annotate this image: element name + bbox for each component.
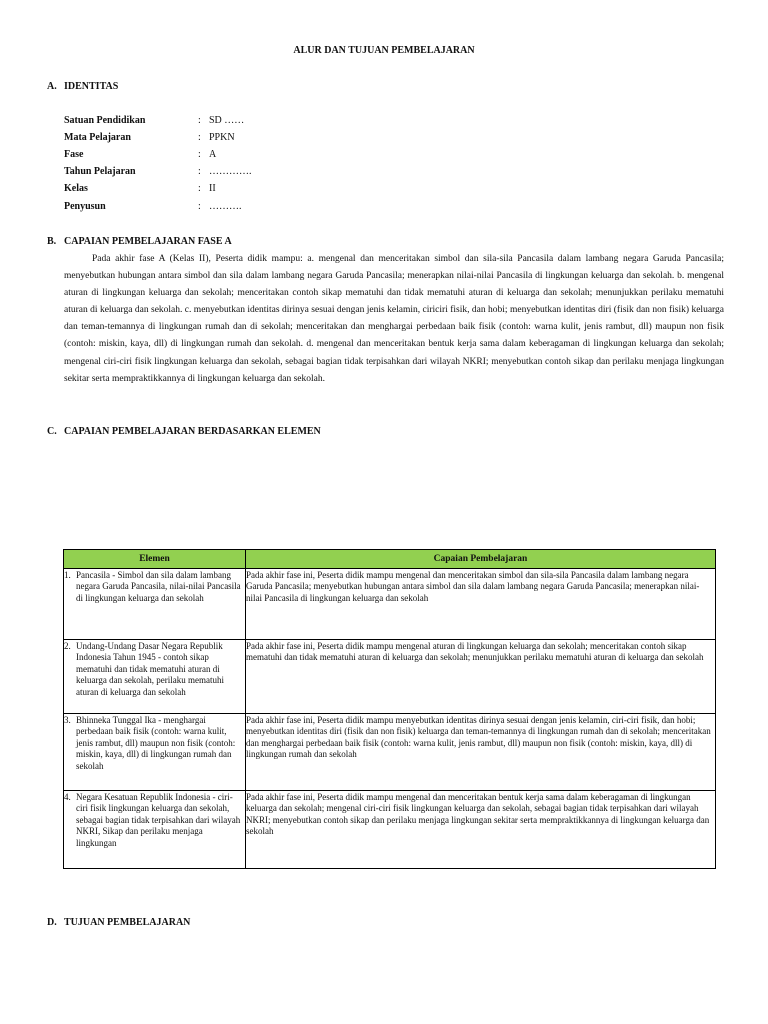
elemen-text: Negara Kesatuan Republik Indonesia - ciri-ciri fisik lingkungan keluarga dan sekolah, sebagai bagian tidak terpisahkan dari wilayah NKRI, Sikap dan perilaku menjaga lingkungan xyxy=(76,792,241,848)
identity-label: Penyusun xyxy=(64,201,106,212)
table-header-row xyxy=(64,550,716,569)
document-title: ALUR DAN TUJUAN PEMBELAJARAN xyxy=(293,45,475,56)
elemen-cell xyxy=(64,791,246,869)
identity-colon: : xyxy=(198,115,201,126)
section-c-title: CAPAIAN PEMBELAJARAN BERDASARKAN ELEMEN xyxy=(64,426,321,437)
row-number: 1. xyxy=(64,570,71,580)
identity-colon: : xyxy=(198,166,201,177)
row-number: 3. xyxy=(64,715,71,725)
capaian-cell: Pada akhir fase ini, Peserta didik mampu menyebutkan identitas dirinya sesuai dengan jenis kelamin, ciri-ciri fisik, dan hobi; menyebutkan identitas diri (fisik dan non fisik) keluarga dan teman-temannya di lingkungan rumah dan di sekolah; menceritakan dan menghargai perbedaan baik fisik (contoh: warna kulit, jenis rambut, dll) maupun non fisik (contoh: miskin, kaya, dll) di lingkungan rumah dan sekolah xyxy=(246,714,716,791)
table-row xyxy=(64,569,716,640)
identity-colon: : xyxy=(198,149,201,160)
identity-label: Mata Pelajaran xyxy=(64,132,131,143)
table-row xyxy=(64,714,716,791)
table-row xyxy=(64,791,716,869)
table-row xyxy=(64,640,716,714)
identity-label: Tahun Pelajaran xyxy=(64,166,136,177)
identity-value: ………. xyxy=(209,201,242,212)
identity-colon: : xyxy=(198,201,201,212)
identity-value: II xyxy=(209,183,216,194)
section-a-letter: A. xyxy=(47,81,57,92)
header-capaian: Capaian Pembelajaran xyxy=(246,550,716,569)
row-number: 2. xyxy=(64,641,71,651)
capaian-fase-a-text: Pada akhir fase A (Kelas II), Peserta didik mampu: a. mengenal dan menceritakan simbol dan sila-sila Pancasila dalam lambang negara Garuda Pancasila; menyebutkan hubungan antara simbol dan sila dalam lambang negara Garuda Pancasila; menerapkan nilai-nilai Pancasila di lingkungan keluarga dan sekolah. b. mengenal aturan di lingkungan keluarga dan sekolah; menceritakan contoh sikap mematuhi dan tidak mematuhi aturan di keluarga dan sekolah; menunjukkan perilaku mematuhi aturan di keluarga dan sekolah. c. menyebutkan identitas dirinya sesuai dengan jenis kelamin, ciriciri fisik, dan hobi; menyebutkan identitas diri (fisik dan non fisik) keluarga dan teman-temannya di lingkungan rumah dan di sekolah; menceritakan dan menghargai perbedaan baik fisik (contoh: warna kulit, jenis rambut, dll) maupun non fisik (contoh: miskin, kaya, dll) di lingkungan rumah dan sekolah. d. mengenal dan menceritakan bentuk kerja sama dalam keberagaman di lingkungan keluarga dan sekolah; mengenal ciri-ciri fisik lingkungan keluarga dan sekolah, sebagai bagian tidak terpisahkan dari wilayah NKRI; menyebutkan contoh sikap dan perilaku menjaga lingkungan sekitar serta mempraktikkannya di lingkungan keluarga dan sekolah. xyxy=(64,254,724,384)
elemen-text: Bhinneka Tunggal Ika - menghargai perbedaan baik fisik (contoh: warna kulit, jenis rambut, dll) maupun non fisik (contoh: miskin, kaya, dll) di lingkungan rumah dan sekolah xyxy=(76,715,236,771)
elemen-cell xyxy=(64,569,246,640)
elemen-cell xyxy=(64,640,246,714)
section-d-title: TUJUAN PEMBELAJARAN xyxy=(64,917,191,928)
identity-value: …………. xyxy=(209,166,252,177)
section-a-title: IDENTITAS xyxy=(64,81,119,92)
identity-value: PPKN xyxy=(209,132,235,143)
section-d-letter: D. xyxy=(47,917,57,928)
row-number: 4. xyxy=(64,792,71,802)
section-c-letter: C. xyxy=(47,426,57,437)
section-b-title: CAPAIAN PEMBELAJARAN FASE A xyxy=(64,236,232,247)
identity-label: Kelas xyxy=(64,183,88,194)
identity-label: Fase xyxy=(64,149,84,160)
capaian-cell: Pada akhir fase ini, Peserta didik mampu mengenal dan menceritakan bentuk kerja sama dalam keberagaman di lingkungan keluarga dan sekolah; mengenal ciri-ciri fisik lingkungan keluarga dan sekolah, sebagai bagian tidak terpisahkan dari wilayah NKRI; menyebutkan contoh sikap dan perilaku menjaga lingkungan sekitar serta mempraktikkannya di lingkungan keluarga dan sekolah xyxy=(246,791,716,869)
identity-colon: : xyxy=(198,132,201,143)
elemen-cell xyxy=(64,714,246,791)
identity-colon: : xyxy=(198,183,201,194)
header-elemen: Elemen xyxy=(64,550,246,569)
section-b-letter: B. xyxy=(47,236,57,247)
capaian-cell: Pada akhir fase ini, Peserta didik mampu mengenal dan menceritakan simbol dan sila-sila Pancasila dalam lambang negara Garuda Pancasila; menyebutkan hubungan antara simbol dan sila dalam lambang negara Garuda Pancasila; menerapkan nilai-nilai Pancasila di lingkungan keluarga dan sekolah xyxy=(246,569,716,640)
elemen-text: Undang-Undang Dasar Negara Republik Indonesia Tahun 1945 - contoh sikap mematuhi dan tidak mematuhi aturan di keluarga dan sekolah, perilaku mematuhi aturan di keluarga dan sekolah xyxy=(76,641,225,697)
identity-label: Satuan Pendidikan xyxy=(64,115,146,126)
identity-value: SD …… xyxy=(209,115,245,126)
identity-value: A xyxy=(209,149,217,160)
capaian-elemen-table xyxy=(63,549,716,869)
capaian-fase-a-paragraph xyxy=(64,251,724,388)
capaian-cell: Pada akhir fase ini, Peserta didik mampu mengenal aturan di lingkungan keluarga dan sekolah; menceritakan contoh sikap mematuhi dan tidak mematuhi aturan di keluarga dan sekolah; menunjukkan perilaku mematuhi aturan di keluarga dan sekolah xyxy=(246,640,716,714)
elemen-text: Pancasila - Simbol dan sila dalam lambang negara Garuda Pancasila, nilai-nilai Pancasila di lingkungan keluarga dan sekolah xyxy=(76,570,241,603)
